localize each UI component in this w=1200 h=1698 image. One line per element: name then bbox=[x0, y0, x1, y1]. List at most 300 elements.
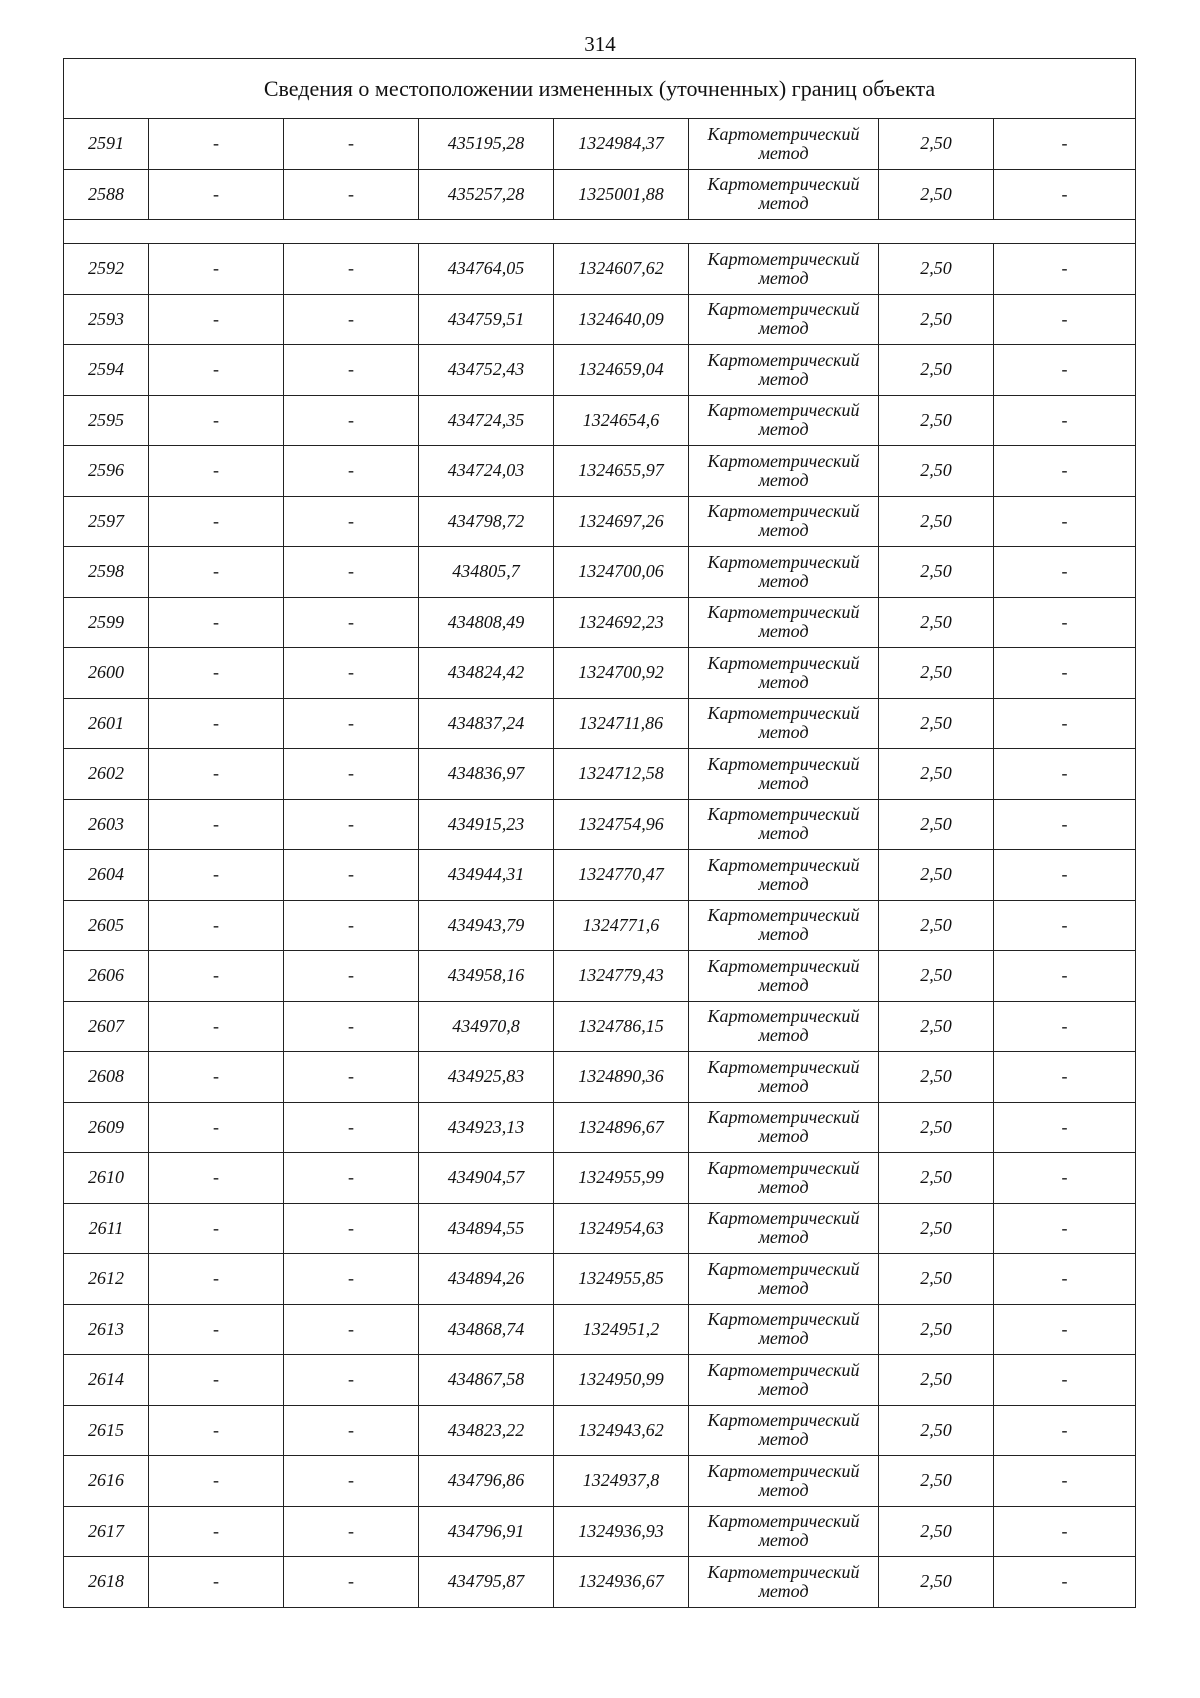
empty-cell: - bbox=[284, 1506, 419, 1557]
x-coordinate-cell: 434759,51 bbox=[419, 294, 554, 345]
method-cell bbox=[689, 1001, 879, 1052]
point-number-cell: 2607 bbox=[64, 1001, 149, 1052]
empty-cell: - bbox=[149, 1304, 284, 1355]
empty-cell: - bbox=[284, 119, 419, 170]
empty-cell: - bbox=[149, 496, 284, 547]
method-text: метод bbox=[758, 1479, 809, 1500]
y-coordinate-cell: 1324950,99 bbox=[554, 1355, 689, 1406]
table-row bbox=[64, 900, 1136, 951]
empty-cell: - bbox=[284, 294, 419, 345]
table-row bbox=[64, 850, 1136, 901]
x-coordinate-cell: 434752,43 bbox=[419, 345, 554, 396]
empty-cell: - bbox=[149, 648, 284, 699]
method-text: метод bbox=[758, 772, 809, 793]
method-cell bbox=[689, 1456, 879, 1507]
accuracy-cell: 2,50 bbox=[879, 749, 994, 800]
method-text: Картометрический bbox=[707, 1006, 860, 1027]
empty-cell: - bbox=[284, 698, 419, 749]
empty-cell: - bbox=[994, 1304, 1136, 1355]
method-cell bbox=[689, 119, 879, 170]
empty-cell: - bbox=[149, 597, 284, 648]
empty-cell: - bbox=[149, 169, 284, 220]
empty-cell: - bbox=[284, 1405, 419, 1456]
method-cell bbox=[689, 1203, 879, 1254]
empty-cell: - bbox=[284, 446, 419, 497]
empty-cell: - bbox=[284, 799, 419, 850]
empty-cell: - bbox=[994, 1355, 1136, 1406]
point-number-cell: 2603 bbox=[64, 799, 149, 850]
y-coordinate-cell: 1324770,47 bbox=[554, 850, 689, 901]
accuracy-cell: 2,50 bbox=[879, 395, 994, 446]
point-number-cell: 2604 bbox=[64, 850, 149, 901]
point-number-cell: 2610 bbox=[64, 1153, 149, 1204]
x-coordinate-cell: 434764,05 bbox=[419, 244, 554, 295]
empty-cell: - bbox=[994, 119, 1136, 170]
separator-row bbox=[64, 220, 1136, 244]
method-text: метод bbox=[758, 823, 809, 844]
accuracy-cell: 2,50 bbox=[879, 900, 994, 951]
empty-cell: - bbox=[994, 1203, 1136, 1254]
method-text: метод bbox=[758, 368, 809, 389]
table-row bbox=[64, 1254, 1136, 1305]
method-text: метод bbox=[758, 1580, 809, 1601]
table-row bbox=[64, 119, 1136, 170]
method-cell bbox=[689, 597, 879, 648]
y-coordinate-cell: 1324659,04 bbox=[554, 345, 689, 396]
method-cell bbox=[689, 648, 879, 699]
point-number-cell: 2596 bbox=[64, 446, 149, 497]
method-text: метод bbox=[758, 570, 809, 591]
method-text: Картометрический bbox=[707, 400, 860, 421]
accuracy-cell: 2,50 bbox=[879, 1254, 994, 1305]
empty-cell: - bbox=[994, 446, 1136, 497]
method-text: метод bbox=[758, 520, 809, 541]
separator-cell bbox=[64, 220, 1136, 244]
x-coordinate-cell: 434970,8 bbox=[419, 1001, 554, 1052]
accuracy-cell: 2,50 bbox=[879, 547, 994, 598]
table-title: Сведения о местоположении измененных (уточненных) границ объекта bbox=[64, 59, 1136, 119]
accuracy-cell: 2,50 bbox=[879, 698, 994, 749]
point-number-cell: 2594 bbox=[64, 345, 149, 396]
y-coordinate-cell: 1325001,88 bbox=[554, 169, 689, 220]
point-number-cell: 2606 bbox=[64, 951, 149, 1002]
empty-cell: - bbox=[149, 698, 284, 749]
empty-cell: - bbox=[284, 951, 419, 1002]
empty-cell: - bbox=[284, 1052, 419, 1103]
method-cell bbox=[689, 1304, 879, 1355]
method-text: Картометрический bbox=[707, 753, 860, 774]
x-coordinate-cell: 434958,16 bbox=[419, 951, 554, 1002]
point-number-cell: 2600 bbox=[64, 648, 149, 699]
x-coordinate-cell: 434915,23 bbox=[419, 799, 554, 850]
y-coordinate-cell: 1324936,93 bbox=[554, 1506, 689, 1557]
method-cell bbox=[689, 900, 879, 951]
method-text: метод bbox=[758, 1378, 809, 1399]
table-row bbox=[64, 244, 1136, 295]
accuracy-cell: 2,50 bbox=[879, 345, 994, 396]
empty-cell: - bbox=[149, 900, 284, 951]
point-number-cell: 2597 bbox=[64, 496, 149, 547]
table-row bbox=[64, 294, 1136, 345]
method-text: метод bbox=[758, 1126, 809, 1147]
method-cell bbox=[689, 294, 879, 345]
accuracy-cell: 2,50 bbox=[879, 1506, 994, 1557]
accuracy-cell: 2,50 bbox=[879, 1456, 994, 1507]
empty-cell: - bbox=[149, 1355, 284, 1406]
accuracy-cell: 2,50 bbox=[879, 850, 994, 901]
method-text: метод bbox=[758, 469, 809, 490]
empty-cell: - bbox=[994, 294, 1136, 345]
method-text: Картометрический bbox=[707, 1258, 860, 1279]
table-row bbox=[64, 1153, 1136, 1204]
table-row bbox=[64, 1405, 1136, 1456]
method-text: метод bbox=[758, 1277, 809, 1298]
empty-cell: - bbox=[994, 597, 1136, 648]
method-text: Картометрический bbox=[707, 1460, 860, 1481]
accuracy-cell: 2,50 bbox=[879, 1557, 994, 1608]
x-coordinate-cell: 434923,13 bbox=[419, 1102, 554, 1153]
accuracy-cell: 2,50 bbox=[879, 119, 994, 170]
point-number-cell: 2605 bbox=[64, 900, 149, 951]
method-text: метод bbox=[758, 1025, 809, 1046]
table-row bbox=[64, 1456, 1136, 1507]
empty-cell: - bbox=[284, 1102, 419, 1153]
method-text: метод bbox=[758, 1429, 809, 1450]
method-text: метод bbox=[758, 193, 809, 214]
empty-cell: - bbox=[284, 1254, 419, 1305]
x-coordinate-cell: 434824,42 bbox=[419, 648, 554, 699]
y-coordinate-cell: 1324692,23 bbox=[554, 597, 689, 648]
empty-cell: - bbox=[149, 1102, 284, 1153]
x-coordinate-cell: 434868,74 bbox=[419, 1304, 554, 1355]
method-text: метод bbox=[758, 671, 809, 692]
empty-cell: - bbox=[994, 1506, 1136, 1557]
empty-cell: - bbox=[284, 244, 419, 295]
method-cell bbox=[689, 395, 879, 446]
empty-cell: - bbox=[149, 850, 284, 901]
empty-cell: - bbox=[994, 648, 1136, 699]
method-cell bbox=[689, 951, 879, 1002]
point-number-cell: 2617 bbox=[64, 1506, 149, 1557]
empty-cell: - bbox=[994, 345, 1136, 396]
method-text: Картометрический bbox=[707, 174, 860, 195]
method-cell bbox=[689, 1102, 879, 1153]
accuracy-cell: 2,50 bbox=[879, 1153, 994, 1204]
empty-cell: - bbox=[284, 597, 419, 648]
empty-cell: - bbox=[284, 1355, 419, 1406]
method-text: Картометрический bbox=[707, 1410, 860, 1431]
empty-cell: - bbox=[994, 1052, 1136, 1103]
x-coordinate-cell: 435257,28 bbox=[419, 169, 554, 220]
accuracy-cell: 2,50 bbox=[879, 496, 994, 547]
method-text: Картометрический bbox=[707, 804, 860, 825]
empty-cell: - bbox=[284, 395, 419, 446]
empty-cell: - bbox=[149, 1153, 284, 1204]
empty-cell: - bbox=[149, 345, 284, 396]
empty-cell: - bbox=[284, 749, 419, 800]
method-text: метод bbox=[758, 873, 809, 894]
empty-cell: - bbox=[284, 496, 419, 547]
point-number-cell: 2592 bbox=[64, 244, 149, 295]
table-row bbox=[64, 345, 1136, 396]
method-text: Картометрический bbox=[707, 1208, 860, 1229]
empty-cell: - bbox=[149, 1052, 284, 1103]
method-text: Картометрический bbox=[707, 1511, 860, 1532]
point-number-cell: 2595 bbox=[64, 395, 149, 446]
y-coordinate-cell: 1324655,97 bbox=[554, 446, 689, 497]
empty-cell: - bbox=[149, 749, 284, 800]
x-coordinate-cell: 434837,24 bbox=[419, 698, 554, 749]
method-text: метод bbox=[758, 1530, 809, 1551]
y-coordinate-cell: 1324954,63 bbox=[554, 1203, 689, 1254]
y-coordinate-cell: 1324771,6 bbox=[554, 900, 689, 951]
method-text: Картометрический bbox=[707, 450, 860, 471]
empty-cell: - bbox=[284, 1001, 419, 1052]
empty-cell: - bbox=[149, 1557, 284, 1608]
method-cell bbox=[689, 749, 879, 800]
point-number-cell: 2599 bbox=[64, 597, 149, 648]
method-cell bbox=[689, 1405, 879, 1456]
empty-cell: - bbox=[149, 395, 284, 446]
empty-cell: - bbox=[149, 1001, 284, 1052]
y-coordinate-cell: 1324936,67 bbox=[554, 1557, 689, 1608]
empty-cell: - bbox=[994, 1254, 1136, 1305]
x-coordinate-cell: 434894,55 bbox=[419, 1203, 554, 1254]
method-text: метод bbox=[758, 974, 809, 995]
point-number-cell: 2598 bbox=[64, 547, 149, 598]
y-coordinate-cell: 1324890,36 bbox=[554, 1052, 689, 1103]
empty-cell: - bbox=[994, 496, 1136, 547]
empty-cell: - bbox=[994, 900, 1136, 951]
accuracy-cell: 2,50 bbox=[879, 446, 994, 497]
accuracy-cell: 2,50 bbox=[879, 1102, 994, 1153]
method-cell bbox=[689, 1557, 879, 1608]
accuracy-cell: 2,50 bbox=[879, 1355, 994, 1406]
empty-cell: - bbox=[994, 1405, 1136, 1456]
point-number-cell: 2611 bbox=[64, 1203, 149, 1254]
method-cell bbox=[689, 1506, 879, 1557]
table-row bbox=[64, 648, 1136, 699]
method-text: Картометрический bbox=[707, 123, 860, 144]
accuracy-cell: 2,50 bbox=[879, 799, 994, 850]
y-coordinate-cell: 1324937,8 bbox=[554, 1456, 689, 1507]
method-cell bbox=[689, 1355, 879, 1406]
method-text: метод bbox=[758, 722, 809, 743]
y-coordinate-cell: 1324951,2 bbox=[554, 1304, 689, 1355]
empty-cell: - bbox=[284, 1153, 419, 1204]
method-cell bbox=[689, 446, 879, 497]
point-number-cell: 2609 bbox=[64, 1102, 149, 1153]
accuracy-cell: 2,50 bbox=[879, 294, 994, 345]
method-text: Картометрический bbox=[707, 854, 860, 875]
method-text: метод bbox=[758, 142, 809, 163]
table-row bbox=[64, 799, 1136, 850]
y-coordinate-cell: 1324697,26 bbox=[554, 496, 689, 547]
method-text: Картометрический bbox=[707, 1309, 860, 1330]
point-number-cell: 2602 bbox=[64, 749, 149, 800]
empty-cell: - bbox=[149, 1254, 284, 1305]
method-text: метод bbox=[758, 621, 809, 642]
method-text: Картометрический bbox=[707, 955, 860, 976]
point-number-cell: 2591 bbox=[64, 119, 149, 170]
empty-cell: - bbox=[994, 850, 1136, 901]
method-text: метод bbox=[758, 1075, 809, 1096]
method-text: метод bbox=[758, 1227, 809, 1248]
table-row bbox=[64, 169, 1136, 220]
empty-cell: - bbox=[994, 1001, 1136, 1052]
x-coordinate-cell: 434894,26 bbox=[419, 1254, 554, 1305]
accuracy-cell: 2,50 bbox=[879, 169, 994, 220]
page-number: 314 bbox=[584, 32, 616, 56]
empty-cell: - bbox=[149, 1506, 284, 1557]
y-coordinate-cell: 1324711,86 bbox=[554, 698, 689, 749]
point-number-cell: 2616 bbox=[64, 1456, 149, 1507]
empty-cell: - bbox=[284, 648, 419, 699]
y-coordinate-cell: 1324700,92 bbox=[554, 648, 689, 699]
y-coordinate-cell: 1324779,43 bbox=[554, 951, 689, 1002]
method-text: метод bbox=[758, 1176, 809, 1197]
empty-cell: - bbox=[994, 1456, 1136, 1507]
point-number-cell: 2593 bbox=[64, 294, 149, 345]
accuracy-cell: 2,50 bbox=[879, 1304, 994, 1355]
empty-cell: - bbox=[149, 799, 284, 850]
table-row bbox=[64, 395, 1136, 446]
table-row bbox=[64, 1052, 1136, 1103]
point-number-cell: 2588 bbox=[64, 169, 149, 220]
method-cell bbox=[689, 799, 879, 850]
point-number-cell: 2614 bbox=[64, 1355, 149, 1406]
method-text: метод bbox=[758, 1328, 809, 1349]
y-coordinate-cell: 1324955,85 bbox=[554, 1254, 689, 1305]
table-row bbox=[64, 1355, 1136, 1406]
method-text: Картометрический bbox=[707, 652, 860, 673]
empty-cell: - bbox=[149, 446, 284, 497]
accuracy-cell: 2,50 bbox=[879, 648, 994, 699]
accuracy-cell: 2,50 bbox=[879, 1203, 994, 1254]
empty-cell: - bbox=[994, 547, 1136, 598]
y-coordinate-cell: 1324700,06 bbox=[554, 547, 689, 598]
y-coordinate-cell: 1324786,15 bbox=[554, 1001, 689, 1052]
empty-cell: - bbox=[149, 951, 284, 1002]
empty-cell: - bbox=[284, 850, 419, 901]
empty-cell: - bbox=[149, 294, 284, 345]
accuracy-cell: 2,50 bbox=[879, 1001, 994, 1052]
table-row bbox=[64, 1506, 1136, 1557]
empty-cell: - bbox=[284, 900, 419, 951]
method-cell bbox=[689, 169, 879, 220]
method-cell bbox=[689, 345, 879, 396]
x-coordinate-cell: 434944,31 bbox=[419, 850, 554, 901]
point-number-cell: 2601 bbox=[64, 698, 149, 749]
boundary-coordinates-table bbox=[63, 58, 1136, 1608]
method-cell bbox=[689, 1254, 879, 1305]
empty-cell: - bbox=[994, 951, 1136, 1002]
empty-cell: - bbox=[284, 169, 419, 220]
x-coordinate-cell: 434724,03 bbox=[419, 446, 554, 497]
x-coordinate-cell: 435195,28 bbox=[419, 119, 554, 170]
method-text: Картометрический bbox=[707, 299, 860, 320]
accuracy-cell: 2,50 bbox=[879, 1052, 994, 1103]
empty-cell: - bbox=[284, 547, 419, 598]
table-row bbox=[64, 446, 1136, 497]
empty-cell: - bbox=[149, 1203, 284, 1254]
table-row bbox=[64, 698, 1136, 749]
accuracy-cell: 2,50 bbox=[879, 1405, 994, 1456]
y-coordinate-cell: 1324640,09 bbox=[554, 294, 689, 345]
empty-cell: - bbox=[994, 749, 1136, 800]
method-text: Картометрический bbox=[707, 1359, 860, 1380]
empty-cell: - bbox=[994, 395, 1136, 446]
method-cell bbox=[689, 850, 879, 901]
y-coordinate-cell: 1324984,37 bbox=[554, 119, 689, 170]
method-text: Картометрический bbox=[707, 1157, 860, 1178]
y-coordinate-cell: 1324896,67 bbox=[554, 1102, 689, 1153]
empty-cell: - bbox=[994, 1557, 1136, 1608]
empty-cell: - bbox=[149, 119, 284, 170]
empty-cell: - bbox=[284, 1456, 419, 1507]
x-coordinate-cell: 434836,97 bbox=[419, 749, 554, 800]
y-coordinate-cell: 1324712,58 bbox=[554, 749, 689, 800]
empty-cell: - bbox=[149, 244, 284, 295]
accuracy-cell: 2,50 bbox=[879, 951, 994, 1002]
x-coordinate-cell: 434904,57 bbox=[419, 1153, 554, 1204]
empty-cell: - bbox=[994, 1102, 1136, 1153]
y-coordinate-cell: 1324955,99 bbox=[554, 1153, 689, 1204]
method-text: Картометрический bbox=[707, 602, 860, 623]
method-text: метод bbox=[758, 318, 809, 339]
table-row bbox=[64, 1203, 1136, 1254]
x-coordinate-cell: 434823,22 bbox=[419, 1405, 554, 1456]
method-text: Картометрический bbox=[707, 501, 860, 522]
table-row bbox=[64, 1102, 1136, 1153]
x-coordinate-cell: 434867,58 bbox=[419, 1355, 554, 1406]
x-coordinate-cell: 434796,86 bbox=[419, 1456, 554, 1507]
table-row bbox=[64, 1304, 1136, 1355]
y-coordinate-cell: 1324607,62 bbox=[554, 244, 689, 295]
y-coordinate-cell: 1324943,62 bbox=[554, 1405, 689, 1456]
method-text: Картометрический bbox=[707, 1107, 860, 1128]
method-text: Картометрический bbox=[707, 1056, 860, 1077]
method-cell bbox=[689, 698, 879, 749]
x-coordinate-cell: 434724,35 bbox=[419, 395, 554, 446]
method-text: метод bbox=[758, 924, 809, 945]
x-coordinate-cell: 434795,87 bbox=[419, 1557, 554, 1608]
table-row bbox=[64, 749, 1136, 800]
x-coordinate-cell: 434798,72 bbox=[419, 496, 554, 547]
empty-cell: - bbox=[149, 1405, 284, 1456]
table-row bbox=[64, 951, 1136, 1002]
empty-cell: - bbox=[994, 1153, 1136, 1204]
empty-cell: - bbox=[284, 1203, 419, 1254]
table-row bbox=[64, 547, 1136, 598]
method-cell bbox=[689, 244, 879, 295]
point-number-cell: 2615 bbox=[64, 1405, 149, 1456]
point-number-cell: 2608 bbox=[64, 1052, 149, 1103]
method-text: Картометрический bbox=[707, 349, 860, 370]
method-text: Картометрический bbox=[707, 905, 860, 926]
method-cell bbox=[689, 1153, 879, 1204]
table-row bbox=[64, 1557, 1136, 1608]
empty-cell: - bbox=[994, 799, 1136, 850]
x-coordinate-cell: 434805,7 bbox=[419, 547, 554, 598]
empty-cell: - bbox=[994, 169, 1136, 220]
method-text: Картометрический bbox=[707, 703, 860, 724]
accuracy-cell: 2,50 bbox=[879, 244, 994, 295]
empty-cell: - bbox=[994, 698, 1136, 749]
point-number-cell: 2613 bbox=[64, 1304, 149, 1355]
method-cell bbox=[689, 547, 879, 598]
x-coordinate-cell: 434925,83 bbox=[419, 1052, 554, 1103]
